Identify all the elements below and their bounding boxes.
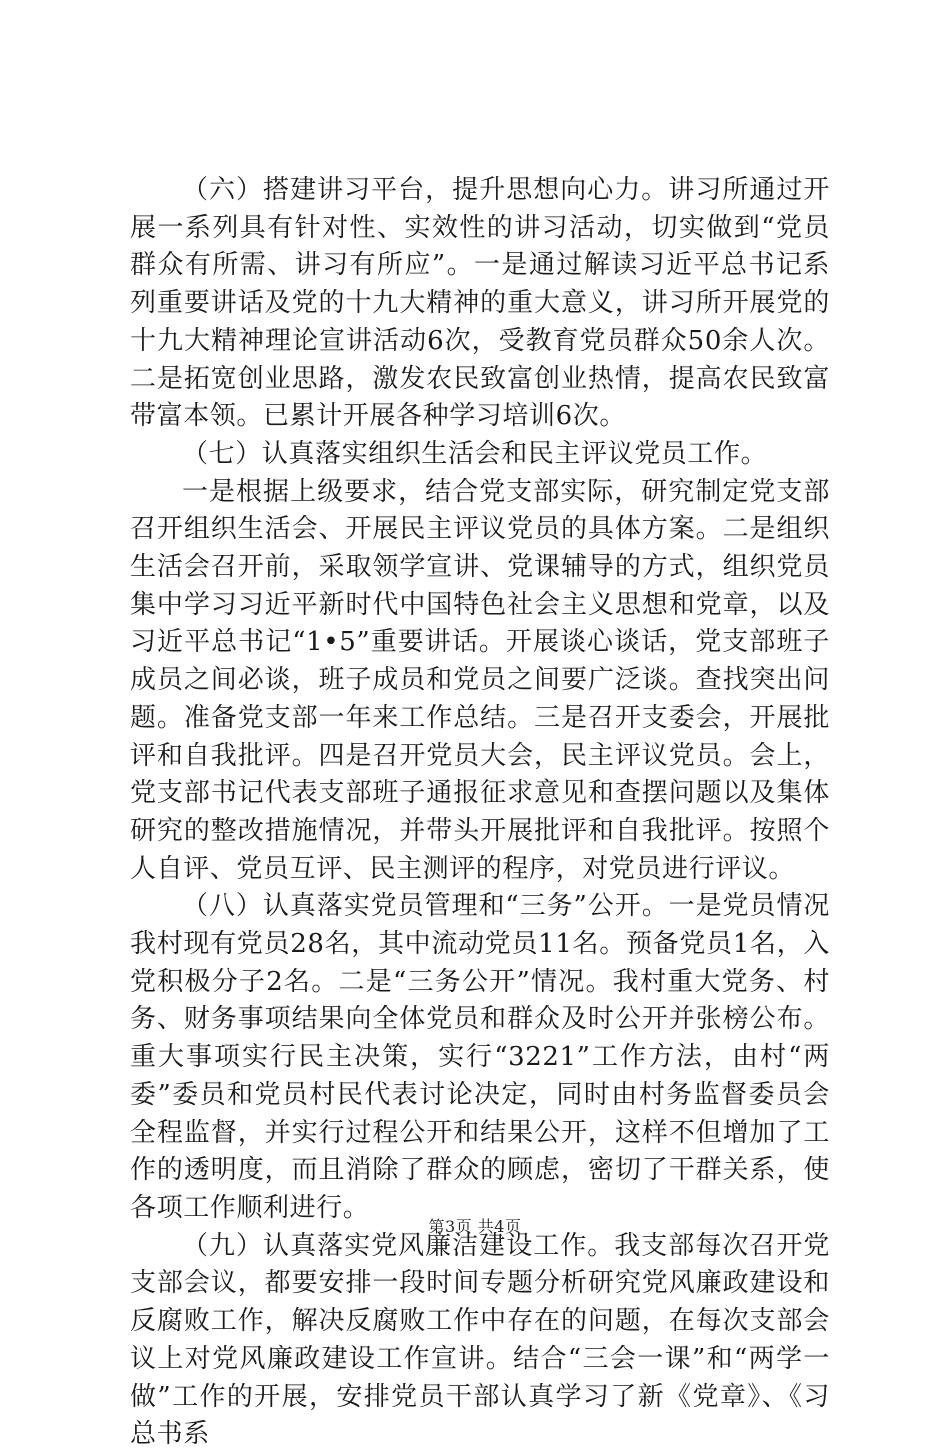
paragraph-section-9: （九）认真落实党风廉洁建设工作。我支部每次召开党支部会议，都要安排一段时间专题分析研究党风廉政建设和反腐败工作，解决反腐败工作中存在的问题，在每次支部会议上对党风廉政建设工作宣讲。结合“三会一课”和“两学一做”工作的开展，安排党员干部认真学习了新《党章》、《习总书系	[130, 1230, 830, 1450]
paragraph-section-7-heading: （七）认真落实组织生活会和民主评议党员工作。	[182, 438, 768, 469]
page-footer: 第3页 共4页	[428, 1217, 522, 1236]
document-body	[130, 172, 830, 1454]
paragraph-section-8: （八）认真落实党员管理和“三务”公开。一是党员情况我村现有党员28名，其中流动党员11名。预备党员1名，入党积极分子2名。二是“三务公开”情况。我村重大党务、村务、财务事项结果向全体党员和群众及时公开并张榜公布。重大事项实行民主决策，实行“3221”工作方法，由村“两委”委员和党员村民代表讨论决定，同时由村务监督委员会全程监督，并实行过程公开和结果公开，这样不但增加了工作的透明度，而且消除了群众的顾虑，密切了干群关系，使各项工作顺利进行。	[130, 891, 830, 1223]
paragraph-section-6: （六）搭建讲习平台，提升思想向心力。讲习所通过开展一系列具有针对性、实效性的讲习活动，切实做到“党员群众有所需、讲习有所应”。一是通过解读习近平总书记系列重要讲话及党的十九大精神的重大意义，讲习所开展党的十九大精神理论宣讲活动6次，受教育党员群众50余人次。二是拓宽创业思路，激发农民致富创业热情，提高农民致富带富本领。已累计开展各种学习培训6次。	[130, 175, 830, 432]
paragraph-section-7-body: 一是根据上级要求，结合党支部实际，研究制定党支部召开组织生活会、开展民主评议党员的具体方案。二是组织生活会召开前，采取领学宣讲、党课辅导的方式，组织党员集中学习习近平新时代中国特色社会主义思想和党章，以及习近平总书记“1•5”重要讲话。开展谈心谈话，党支部班子成员之间必谈，班子成员和党员之间要广泛谈。查找突出问题。准备党支部一年来工作总结。三是召开支委会，开展批评和自我批评。四是召开党员大会，民主评议党员。会上，党支部书记代表支部班子通报征求意见和查摆问题以及集体研究的整改措施情况，并带头开展批评和自我批评。按照个人自评、党员互评、民主测评的程序，对党员进行评议。	[130, 476, 830, 884]
